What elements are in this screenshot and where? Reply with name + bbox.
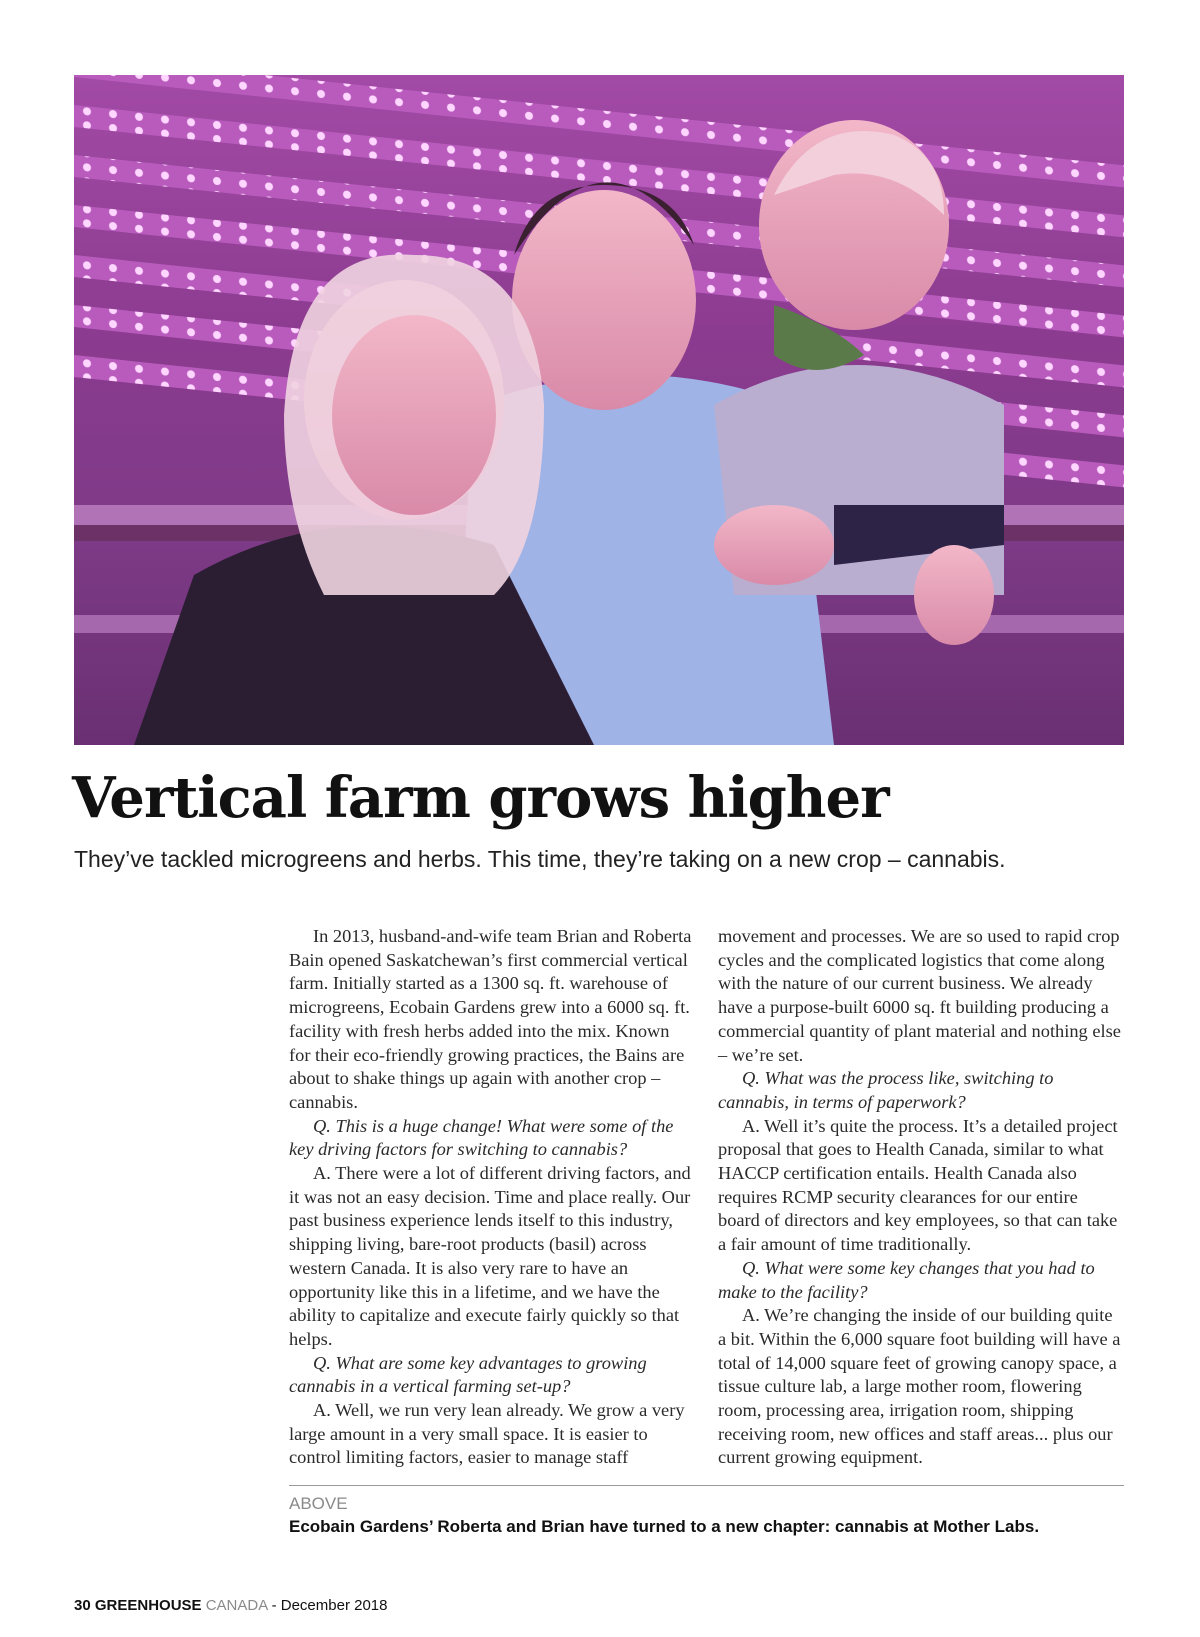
question: Q. What were some key changes that you had to make to the facility? (718, 1257, 1095, 1302)
answer: A. We’re changing the inside of our building quite a bit. Within the 6,000 square foot building will have a total of 14,000 square feet of growing canopy space, a tissue culture lab, a large mother room, flowering room, processing area, irrigation room, shipping receiving room, new offices and staff areas... plus our current growing equipment. (718, 1305, 1121, 1468)
paragraph: In 2013, husband-and-wife team Brian and Roberta Bain opened Saskatchewan’s first commercial vertical farm. Initially started as a 1300 sq. ft. warehouse of microgreens, Ecobain Gardens grew into a 6000 sq. ft. facility with fresh herbs added into the mix. Known for their eco-friendly growing practices, the Bains are about to shake things up again with another crop – cannabis. (289, 926, 692, 1112)
publication-name-bold: GREENHOUSE (94, 1597, 202, 1614)
issue-date: - December 2018 (271, 1597, 388, 1614)
photo-caption: Ecobain Gardens’ Roberta and Brian have turned to a new chapter: cannabis at Mother Labs. (289, 1517, 1040, 1536)
answer: A. There were a lot of different driving factors, and it was not an easy decision. Time and place really. Our past business experience lends itself to this industry, shipping living, bare-root products (basil) across western Canada. It is also very rare to have an opportunity like this in a lifetime, and we have the ability to capitalize and execute fairly quickly so that helps. (289, 1163, 691, 1349)
publication-name-light: CANADA (205, 1597, 268, 1614)
subheadline: They’ve tackled microgreens and herbs. This time, they’re taking on a new crop – cannabis. (74, 846, 1006, 872)
caption-label: ABOVE (289, 1494, 348, 1513)
answer: A. Well it’s quite the process. It’s a detailed project proposal that goes to Health Canada, similar to what HACCP certification entails. Health Canada also requires RCMP security clearances for our entire board of directors and key employees, so that can take a fair amount of time traditionally. (718, 1115, 1118, 1255)
hero-photo (74, 75, 1124, 745)
question: Q. What was the process like, switching to cannabis, in terms of paperwork? (718, 1068, 1054, 1112)
hero-photo-illustration (74, 75, 1124, 745)
question: Q. This is a huge change! What were some of the key driving factors for switching to cannabis? (289, 1115, 674, 1160)
headline: Vertical farm grows higher (72, 765, 889, 831)
body-column-2 (718, 925, 1122, 1470)
caption-divider (289, 1485, 1124, 1486)
answer: A. Well, we run very lean already. We grow a very large amount in a very small space. It is easier to control limiting factors, easier to manage staff (289, 1400, 685, 1468)
question: Q. What are some key advantages to growing cannabis in a vertical farming set-up? (289, 1352, 647, 1397)
page-number: 30 (74, 1597, 91, 1614)
page-footer (74, 1597, 387, 1614)
body-column-1 (289, 925, 693, 1470)
paragraph: movement and processes. We are so used to rapid crop cycles and the complicated logistics that come along with the nature of our current business. We already have a purpose-built 6000 sq. ft building producing a commercial quantity of plant material and nothing else – we’re set. (718, 926, 1121, 1065)
